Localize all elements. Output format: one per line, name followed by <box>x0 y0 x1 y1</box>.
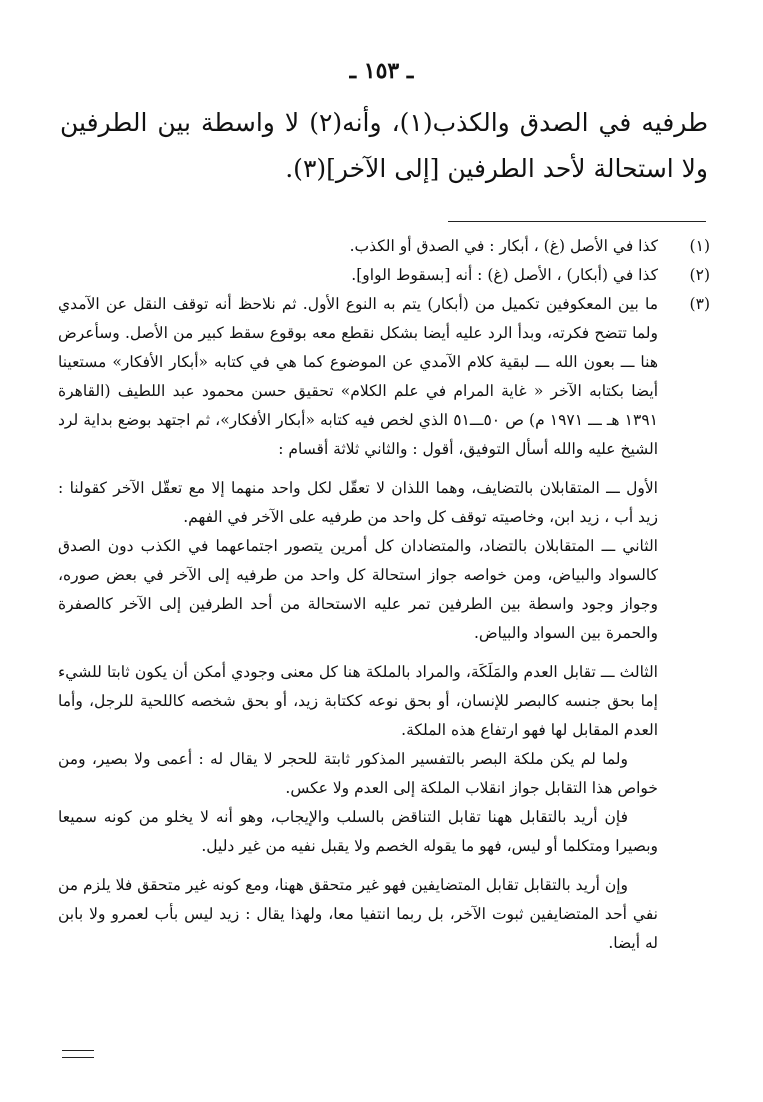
footnote-body <box>58 290 658 958</box>
footnote <box>58 261 710 290</box>
footnote-text: كذا في الأصل (غ) ، أبكار : في الصدق أو الكذب. <box>349 237 658 255</box>
footnote-text: ما بين المعكوفين تكميل من (أبكار) يتم به النوع الأول. ثم نلاحظ أنه توقف النقل عن الآمدي ولما تتضح فكرته، وبدأ الرد عليه أيضا بشكل نقطع معه بوقوع سقط كبير من الأصل. وسأعرض هنا ـــ بعون الله ـــ لبقية كلام الآمدي عن الموضوع كما هي في كتابه «أبكار الأفكار» مستعينا أيضا بكتابه الآخر « غاية المرام في علم الكلام» تحقيق حسن محمود عبد اللطيف (القاهرة ١٣٩١ هـ ـــ ١٩٧١ م) ص ٥٠ـــ٥١ الذي لخص فيه كتابه «أبكار الأفكار»، ثم اجتهد بوضع بداية لرد الشيخ عليه والله أسأل التوفيق، أقول : والثاني ثلاثة أقسام : <box>58 295 658 458</box>
footnote-number: (٣) <box>689 295 710 313</box>
main-text: طرفيه في الصدق والكذب(١)، وأنه(٢) لا واسطة بين الطرفين ولا استحالة لأحد الطرفين [إلى الآخر](٣). <box>60 108 708 183</box>
footnote-paragraph: الأول ـــ المتقابلان بالتضايف، وهما اللذان لا تعقّل لكل واحد منهما إلا مع تعقّل الآخر كقولنا : زيد أب ، زيد ابن، وخاصيته توقف كل واحد من طرفيه على الآخر في الفهم. <box>58 479 658 526</box>
footnote-paragraph: الثاني ـــ المتقابلان بالتضاد، والمتضادان كل أمرين يتصور اجتماعهما في الكذب دون الصدق كالسواد والبياض، ومن خواصه جواز استحالة كل واحد من طرفيه إلى الآخر في بعض صوره، وجواز وجود واسطة بين الطرفين تمر عليه الاستحالة من أحد الطرفين إلى الآخر كالصفرة والحمرة بين السواد والبياض. <box>58 537 658 642</box>
footnote-paragraph: ولما لم يكن ملكة البصر بالتفسير المذكور ثابتة للحجر لا يقال له : أعمى ولا بصير، ومن خواص هذا التقابل جواز انقلاب الملكة إلى العدم ولا عكس. <box>58 750 658 797</box>
footnote-text: كذا في (أبكار) ، الأصل (غ) : أنه [بسقوط الواو]. <box>351 266 658 284</box>
footnotes <box>58 232 710 958</box>
footnote-number: (٢) <box>689 266 710 284</box>
footnote <box>58 290 710 958</box>
footnote-number: (١) <box>689 237 710 255</box>
footnote-paragraph: فإن أريد بالتقابل ههنا تقابل التناقض بالسلب والإيجاب، وهو أنه لا يخلو من كونه سميعا وبصيرا ومتكلما أو ليس، فهو ما يقوله الخصم ولا يقبل نفيه من غير دليل. <box>58 808 658 855</box>
footnote-paragraph: الثالث ـــ تقابل العدم والمَلَكَة، والمراد بالملكة هنا كل معنى وجودي أمكن أن يكون ثابتا للشيء إما بحق جنسه كالبصر للإنسان، أو بحق نوعه ككتابة زيد، أو بحق شخصه كاللحية للرجل، وأما العدم المقابل لها فهو ارتفاع هذه الملكة. <box>58 663 658 739</box>
footnote <box>58 232 710 261</box>
continuation-mark <box>62 1050 94 1058</box>
footnote-paragraph: وإن أريد بالتقابل تقابل المتضايفين فهو غير متحقق ههنا، ومع كونه غير متحقق فلا يلزم من نفي أحد المتضايفين ثبوت الآخر، بل ربما انتفيا معا، ولهذا يقال : زيد ليس بأب لعمرو ولا بابن له أيضا. <box>58 876 658 952</box>
footnote-separator <box>448 221 706 222</box>
page-number: ـ ١٥٣ ـ <box>349 58 414 84</box>
